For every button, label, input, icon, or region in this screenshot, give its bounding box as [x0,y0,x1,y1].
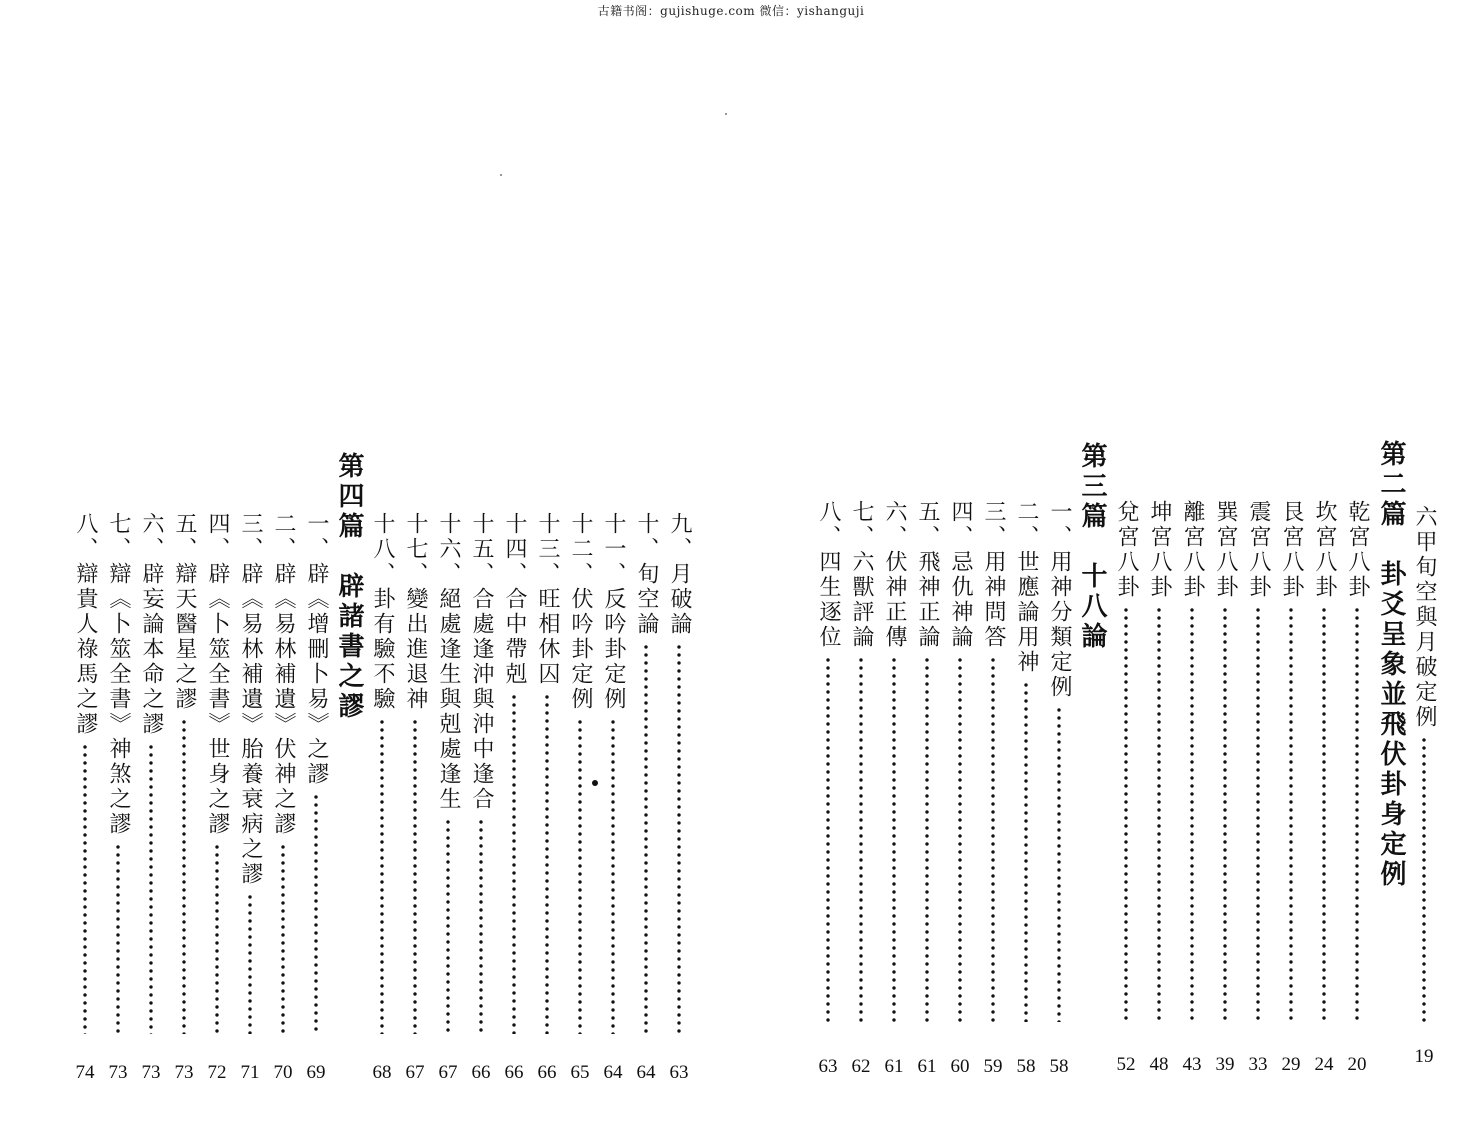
leader-dots [512,693,516,1034]
entry-title: 五、飛神正論 [915,500,940,650]
page-number: 60 [950,1056,970,1077]
leader-dots [314,793,318,1034]
entry-title: 四、辟《卜筮全書》世身之謬 [205,512,230,837]
toc-entry [878,500,910,1030]
entry-title: 七、辯《卜筮全書》神煞之謬 [106,512,131,837]
entry-title: 二、世應論用神 [1014,500,1039,675]
page-number: 66 [537,1062,557,1083]
toc-entry [1010,500,1042,1030]
toc-entry [498,512,530,1042]
page-number: 61 [884,1056,904,1077]
toc-entry [1209,500,1241,1030]
entry-title: 十三、旺相休囚 [535,512,560,687]
leader-dots [991,656,995,1022]
toc-entry [911,500,943,1030]
leader-dots [215,843,219,1034]
toc-entry [663,512,695,1042]
entry-title: 三、用神問答 [981,500,1006,650]
toc-entry [135,512,167,1042]
entry-title: 三、辟《易林補遺》胎養衰病之謬 [238,512,263,887]
toc-entry [630,512,662,1042]
page-number: 48 [1149,1054,1169,1075]
page-number: 70 [273,1062,293,1083]
entry-title: 十五、合處逢沖與沖中逢合 [469,512,494,812]
toc-entry [531,512,563,1042]
leader-dots [248,893,252,1034]
toc-entry [1176,500,1208,1030]
leader-dots [1256,606,1260,1022]
page-number: 73 [108,1062,128,1083]
toc-entry [366,512,398,1042]
entry-title: 十四、合中帶剋 [502,512,527,687]
page-number: 58 [1016,1056,1036,1077]
page-number: 62 [851,1056,871,1077]
scan-speck [725,113,727,115]
toc-entry [69,512,101,1042]
section-title: 第四篇 辟諸書之謬 [334,452,364,722]
page-number: 73 [141,1062,161,1083]
toc-entry [300,512,332,1042]
entry-title: 兌宮八卦 [1114,500,1139,600]
entry-title: 十七、變出進退神 [403,512,428,712]
page-number: 63 [669,1062,689,1083]
toc-entry [1110,500,1142,1030]
toc-entry [1242,500,1274,1030]
leader-dots [149,743,153,1034]
leader-dots [925,656,929,1022]
entry-title: 十六、絕處逢生與剋處逢生 [436,512,461,812]
toc-entry [944,500,976,1030]
leader-dots [182,718,186,1034]
toc-entry [168,512,200,1042]
leader-dots [859,656,863,1022]
page-number: 52 [1116,1054,1136,1075]
page-number: 33 [1248,1054,1268,1075]
leader-dots [578,718,582,1034]
page-number: 43 [1182,1054,1202,1075]
leader-dots [380,718,384,1034]
page-number: 72 [207,1062,227,1083]
leader-dots [1223,606,1227,1022]
section-heading [333,452,365,722]
toc-entry [1275,500,1307,1030]
entry-title: 一、辟《增刪卜易》之謬 [304,512,329,787]
page-number: 64 [636,1062,656,1083]
toc-entry [977,500,1009,1030]
leader-dots [1322,606,1326,1022]
entry-title: 十一、反吟卦定例 [601,512,626,712]
leader-dots [281,843,285,1034]
toc-entry [399,512,431,1042]
page-number: 71 [240,1062,260,1083]
page-number: 24 [1314,1054,1334,1075]
toc-entry [201,512,233,1042]
section-heading [1076,442,1108,652]
page-number: 29 [1281,1054,1301,1075]
page-number: 73 [174,1062,194,1083]
toc-entry [234,512,266,1042]
page-number: 59 [983,1056,1003,1077]
entry-title: 六、伏神正傳 [882,500,907,650]
page-number: 67 [438,1062,458,1083]
entry-title: 八、辯貴人祿馬之謬 [73,512,98,737]
watermark: 古籍书阁：gujishuge.com 微信：yishanguji [597,4,865,18]
section-title: 第三篇 十八論 [1077,442,1107,652]
page-number: 61 [917,1056,937,1077]
leader-dots [1124,606,1128,1022]
entry-title: 六、辟妄論本命之謬 [139,512,164,737]
toc-entry [267,512,299,1042]
page-number: 66 [471,1062,491,1083]
entry-title: 十八、卦有驗不驗 [370,512,395,712]
section-title: 第二篇 卦爻呈象並飛伏卦身定例 [1376,440,1406,890]
leader-dots [1024,681,1028,1022]
entry-title: 九、月破論 [667,512,692,637]
leader-dots [958,656,962,1022]
page-number: 66 [504,1062,524,1083]
leader-dots [1057,706,1061,1022]
page-number: 68 [372,1062,392,1083]
toc-entry [1308,500,1340,1030]
entry-title: 乾宮八卦 [1345,500,1370,600]
leader-dots [413,718,417,1034]
leader-dots [1289,606,1293,1022]
entry-title: 坎宮八卦 [1312,500,1337,600]
page-number: 19 [1414,1046,1434,1067]
toc-entry [1043,500,1075,1030]
entry-title: 七、六獸評論 [849,500,874,650]
entry-title: 五、辯天醫星之謬 [172,512,197,712]
entry-title: 二、辟《易林補遺》伏神之謬 [271,512,296,837]
leader-dots [892,656,896,1022]
scan-speck [500,174,502,176]
entry-title: 巽宮八卦 [1213,500,1238,600]
toc-entry [812,500,844,1030]
page-number: 20 [1347,1054,1367,1075]
entry-title: 離宮八卦 [1180,500,1205,600]
toc-entry [1408,505,1440,1030]
page-number: 39 [1215,1054,1235,1075]
leader-dots [446,818,450,1034]
leader-dots [1355,606,1359,1022]
leader-dots [1157,606,1161,1022]
page-number: 63 [818,1056,838,1077]
toc-entry [597,512,629,1042]
entry-title: 六甲旬空與月破定例 [1412,505,1437,730]
page-number: 58 [1049,1056,1069,1077]
entry-title: 十、旬空論 [634,512,659,637]
leader-dots [644,643,648,1034]
page-number: 65 [570,1062,590,1083]
leader-dots [826,656,830,1022]
entry-title: 十二、伏吟卦定例 [568,512,593,712]
toc-entry [432,512,464,1042]
leader-dots [611,718,615,1034]
page-number: 74 [75,1062,95,1083]
section-heading [1375,440,1407,890]
leader-dots [545,693,549,1034]
leader-dots [479,818,483,1034]
leader-dots [116,843,120,1034]
toc-entry [845,500,877,1030]
entry-title: 震宮八卦 [1246,500,1271,600]
page-number: 64 [603,1062,623,1083]
entry-title: 坤宮八卦 [1147,500,1172,600]
toc-entry [1143,500,1175,1030]
entry-title: 八、四生逐位 [816,500,841,650]
entry-title: 四、忌仇神論 [948,500,973,650]
leader-dots [1190,606,1194,1022]
leader-dots [677,643,681,1034]
toc-entry [1341,500,1373,1030]
leader-dots [1422,736,1426,1022]
entry-title: 一、用神分類定例 [1047,500,1072,700]
entry-title: 艮宮八卦 [1279,500,1304,600]
page-number: 69 [306,1062,326,1083]
toc-entry [564,512,596,1042]
leader-dots [83,743,87,1034]
toc-entry [102,512,134,1042]
page-number: 67 [405,1062,425,1083]
toc-entry [465,512,497,1042]
